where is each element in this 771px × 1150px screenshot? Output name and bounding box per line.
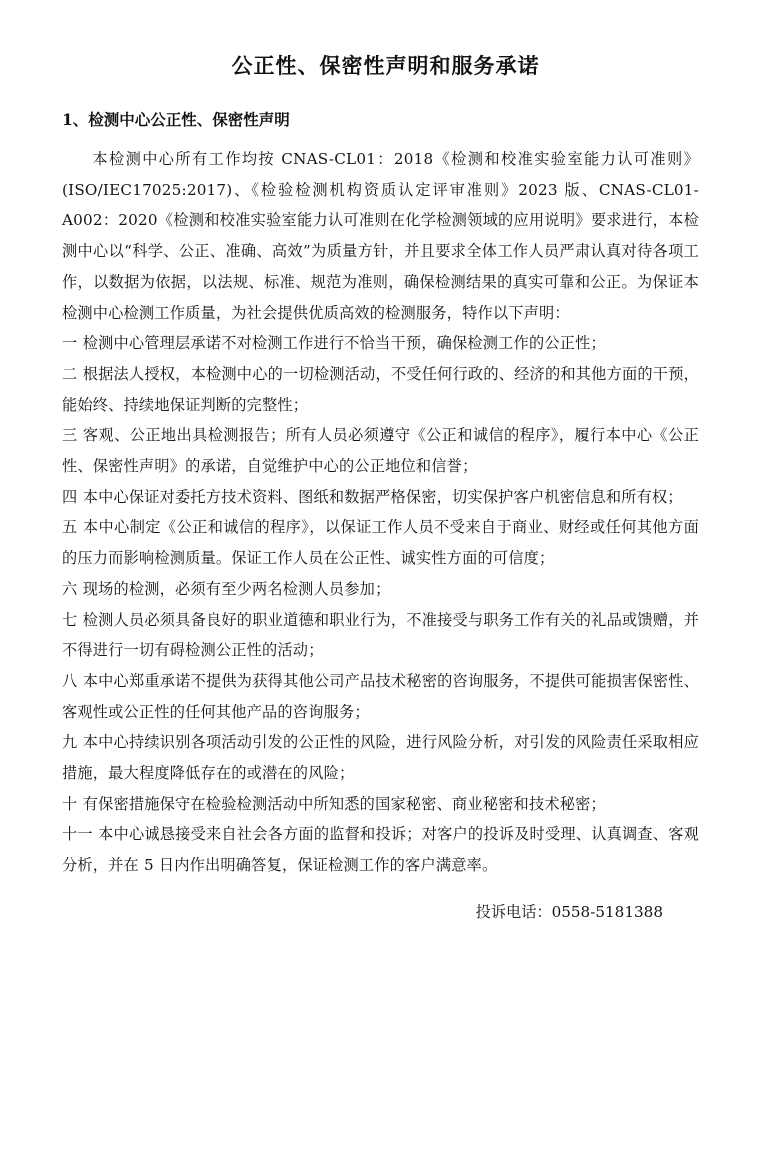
document-body xyxy=(0,144,771,881)
clause-item xyxy=(62,512,699,573)
document-page xyxy=(0,50,771,1150)
clause-number: 九 xyxy=(62,733,78,752)
clause-number: 十一 xyxy=(62,825,93,844)
clause-text: 检测中心管理层承诺不对检测工作进行不恰当干预，确保检测工作的公正性； xyxy=(82,334,606,353)
clause-text: 本中心郑重承诺不提供为获得其他公司产品技术秘密的咨询服务，不提供可能损害保密性、客观性或公正性的任何其他产品的咨询服务； xyxy=(62,671,700,721)
clause-text: 本中心保证对委托方技术资料、图纸和数据严格保密，切实保护客户机密信息和所有权； xyxy=(82,487,683,506)
clause-item xyxy=(62,819,699,880)
intro-paragraph: 本检测中心所有工作均按 CNAS-CL01：2018《检测和校准实验室能力认可准则》(ISO/IEC17025:2017)、《检验检测机构资质认定评审准则》2023 版、CNAS-CL01-A002：2020《检测和校准实验室能力认可准则在化学检测领域的应用说明》要求进行，本检测中心以“科学、公正、准确、高效”为质量方针，并且要求全体工作人员严肃认真对待各项工作，以数据为依据，以法规、标准、规范为准则，确保检测结果的真实可靠和公正。为保证本检测中心检测工作质量，为社会提供优质高效的检测服务，特作以下声明： xyxy=(62,150,699,322)
clause-number: 五 xyxy=(62,518,78,537)
clause-text: 检测人员必须具备良好的职业道德和职业行为，不准接受与职务工作有关的礼品或馈赠，并不得进行一切有碍检测公正性的活动； xyxy=(62,610,700,660)
clause-number: 十 xyxy=(62,794,78,813)
clause-number: 二 xyxy=(62,364,78,383)
clause-number: 四 xyxy=(62,487,78,506)
clause-item xyxy=(62,482,699,513)
clause-number: 三 xyxy=(62,426,78,445)
clause-item xyxy=(62,359,699,420)
clause-text: 本中心制定《公正和诚信的程序》，以保证工作人员不受来自于商业、财经或任何其他方面的压力而影响检测质量。保证工作人员在公正性、诚实性方面的可信度； xyxy=(62,518,700,568)
clause-text: 本中心诚恳接受来自社会各方面的监督和投诉；对客户的投诉及时受理、认真调查、客观分析，并在 5 日内作出明确答复，保证检测工作的客户满意率。 xyxy=(62,825,699,875)
page-title: 公正性、保密性声明和服务承诺 xyxy=(231,53,540,78)
clause-text: 根据法人授权，本检测中心的一切检测活动，不受任何行政的、经济的和其他方面的干预，能始终、持续地保证判断的完整性； xyxy=(62,364,700,414)
clause-number: 六 xyxy=(62,579,78,598)
clause-text: 现场的检测，必须有至少两名检测人员参加； xyxy=(82,579,391,598)
clause-text: 客观、公正地出具检测报告；所有人员必须遵守《公正和诚信的程序》，履行本中心《公正性、保密性声明》的承诺，自觉维护中心的公正地位和信誉； xyxy=(62,426,700,476)
clause-item xyxy=(62,328,699,359)
section-heading: 1、检测中心公正性、保密性声明 xyxy=(62,110,290,129)
clause-number: 八 xyxy=(62,671,78,690)
clause-number: 七 xyxy=(62,610,78,629)
clause-item xyxy=(62,789,699,820)
clause-number: 一 xyxy=(62,334,78,353)
clause-item xyxy=(62,420,699,481)
clause-text: 本中心持续识别各项活动引发的公正性的风险，进行风险分析，对引发的风险责任采取相应措施，最大程度降低存在的或潜在的风险； xyxy=(62,733,700,783)
complaint-phone-line: 投诉电话：0558-5181388 xyxy=(475,902,663,921)
clause-item xyxy=(62,666,699,727)
clause-item xyxy=(62,727,699,788)
clause-item xyxy=(62,605,699,666)
clause-text: 有保密措施保守在检验检测活动中所知悉的国家秘密、商业秘密和技术秘密； xyxy=(82,794,606,813)
clause-item xyxy=(62,574,699,605)
